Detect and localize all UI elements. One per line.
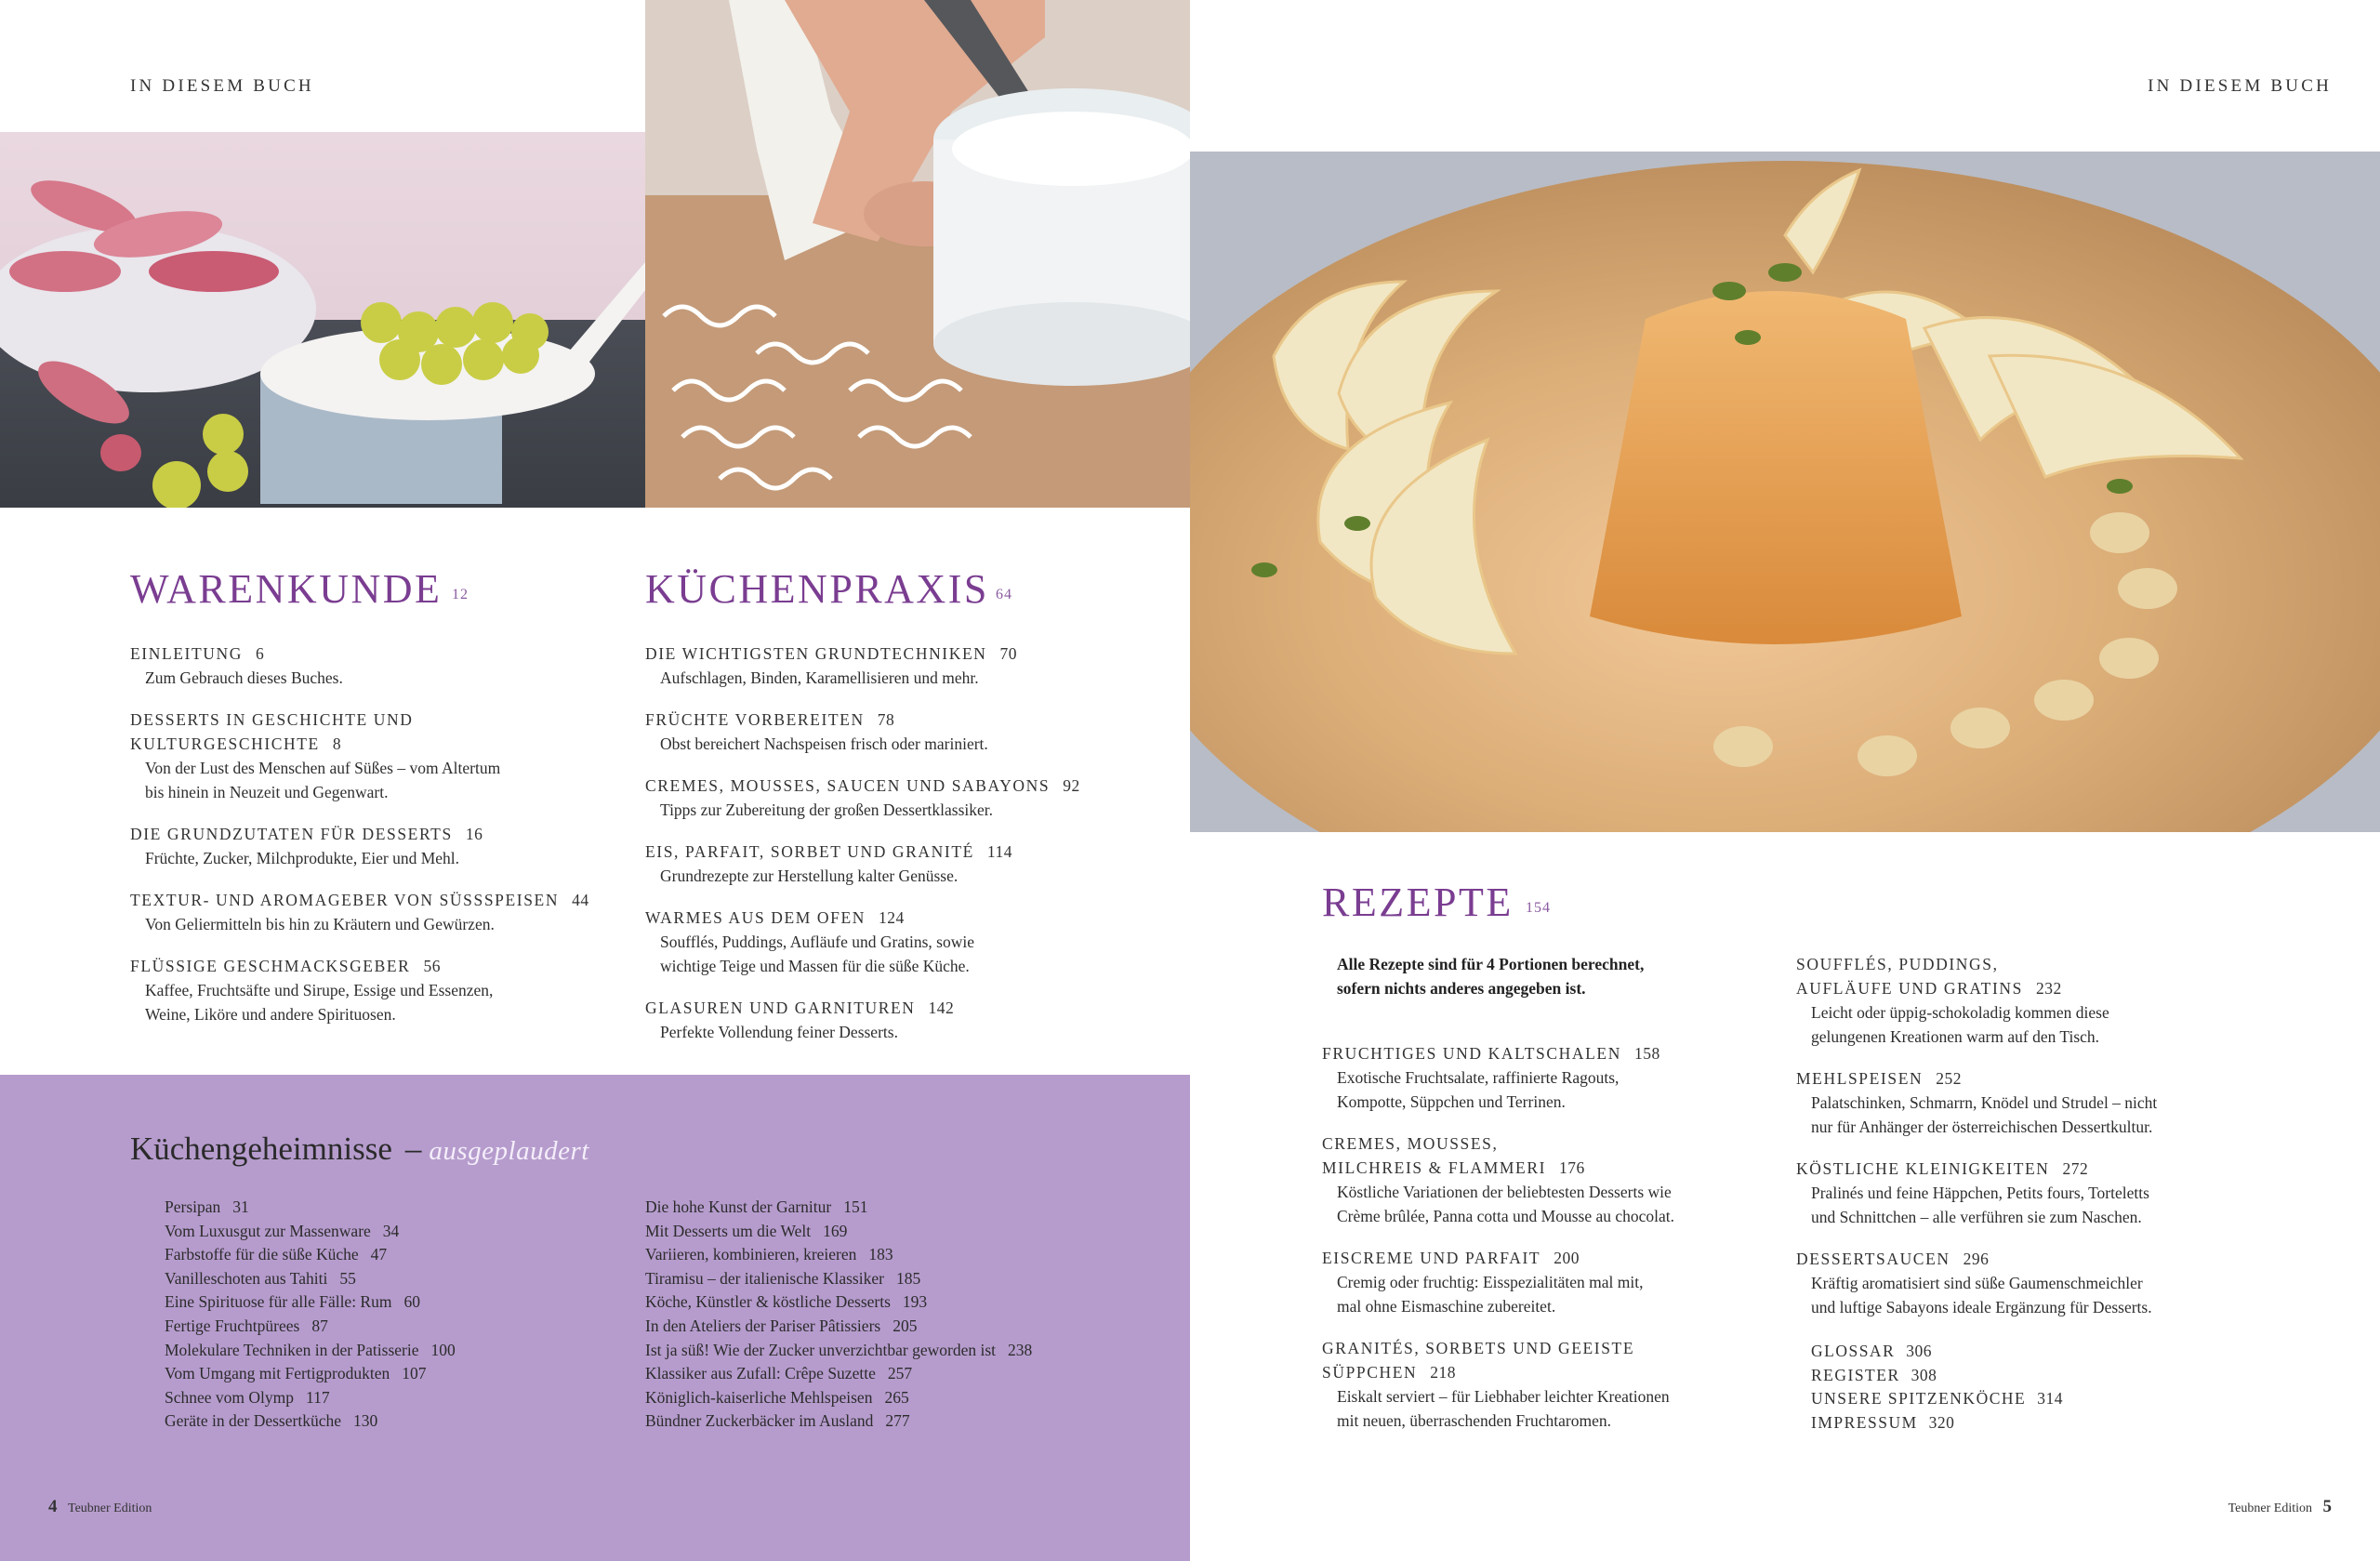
entry-description: Von der Lust des Menschen auf Süßes – vom Altertum bbox=[145, 759, 501, 777]
photo-dessert bbox=[1190, 152, 2380, 832]
secret-item-page: 193 bbox=[902, 1292, 928, 1312]
appendix-item-text: UNSERE SPITZENKÖCHE bbox=[1811, 1389, 2027, 1409]
entry-description: Exotische Fruchtsalate, raffinierte Ragouts, bbox=[1337, 1068, 1620, 1087]
secret-item-page: 130 bbox=[352, 1411, 378, 1431]
entry-heading-text: EISCREME UND PARFAIT bbox=[1322, 1249, 1541, 1267]
entry-description: nur für Anhänger der österreichischen Dessertkultur. bbox=[1811, 1118, 2153, 1136]
page-number-right: 5 bbox=[2322, 1497, 2332, 1516]
secret-item bbox=[645, 1267, 1032, 1291]
appendix-list bbox=[1811, 1340, 2063, 1435]
entry-heading bbox=[130, 822, 614, 846]
entry-heading bbox=[645, 642, 1166, 666]
secret-item bbox=[165, 1267, 456, 1291]
entry-heading bbox=[1322, 1131, 1768, 1180]
entry-description: wichtige Teige und Massen für die süße Küche. bbox=[660, 957, 970, 975]
entry-heading-text: DIE WICHTIGSTEN GRUNDTECHNIKEN bbox=[645, 644, 987, 663]
photo-fruits bbox=[0, 132, 645, 508]
secret-item-page: 87 bbox=[311, 1316, 328, 1335]
entry-description: Perfekte Vollendung feiner Desserts. bbox=[660, 1023, 898, 1041]
entry-page: 142 bbox=[928, 999, 955, 1017]
fruit-image bbox=[0, 132, 645, 508]
entry-description: mal ohne Eismaschine zubereitet. bbox=[1337, 1297, 1556, 1316]
section-title-warenkunde: WARENKUNDE bbox=[130, 566, 443, 612]
toc-entry bbox=[1796, 952, 2280, 1049]
entry-heading-text: FRUCHTIGES UND KALTSCHALEN bbox=[1322, 1044, 1621, 1063]
secret-item-page: 107 bbox=[402, 1364, 427, 1383]
secret-item bbox=[645, 1220, 1032, 1244]
secret-item-text: Molekulare Techniken in der Patisserie bbox=[165, 1340, 419, 1359]
entry-page: 218 bbox=[1430, 1363, 1457, 1382]
entry-heading-text: TEXTUR- UND AROMAGEBER VON SÜSSSPEISEN bbox=[130, 891, 560, 909]
secret-item bbox=[165, 1362, 456, 1386]
secret-item-page: 117 bbox=[306, 1387, 330, 1407]
footer-right: Teubner Edition 5 bbox=[2228, 1497, 2332, 1516]
secret-item bbox=[645, 1243, 1032, 1267]
secret-item-text: Tiramisu – der italienische Klassiker bbox=[645, 1268, 884, 1288]
entry-page: 272 bbox=[2062, 1159, 2089, 1178]
secrets-list-col2 bbox=[645, 1196, 1032, 1434]
toc-entry bbox=[1796, 1247, 2280, 1319]
toc-rezepte-left bbox=[1322, 952, 1768, 1450]
secret-item bbox=[165, 1386, 456, 1410]
entry-page: 56 bbox=[423, 957, 441, 975]
secret-item-page: 205 bbox=[892, 1316, 918, 1335]
toc-entry bbox=[130, 954, 614, 1026]
secret-item-page: 60 bbox=[403, 1292, 420, 1312]
entry-heading-text: DESSERTSAUCEN bbox=[1796, 1250, 1950, 1268]
entry-heading-text: CREMES, MOUSSES, SAUCEN UND SABAYONS bbox=[645, 776, 1051, 795]
toc-entry bbox=[130, 822, 614, 870]
secret-item-text: Bündner Zuckerbäcker im Ausland bbox=[645, 1411, 874, 1431]
entry-page: 8 bbox=[332, 734, 342, 753]
secret-item bbox=[165, 1196, 456, 1220]
secrets-title: Küchengeheimnisse – ausgeplaudert bbox=[130, 1131, 589, 1167]
secret-item bbox=[165, 1315, 456, 1339]
appendix-item-page: 320 bbox=[1928, 1412, 1955, 1432]
entry-page: 176 bbox=[1559, 1158, 1585, 1177]
entry-description: Kräftig aromatisiert sind süße Gaumenschmeichler bbox=[1811, 1274, 2143, 1292]
secret-item bbox=[165, 1243, 456, 1267]
toc-warenkunde bbox=[130, 642, 614, 1044]
appendix-item-page: 306 bbox=[1906, 1342, 1932, 1360]
running-head-left: IN DIESEM BUCH bbox=[130, 76, 314, 96]
secret-item-page: 169 bbox=[823, 1221, 848, 1240]
entry-heading bbox=[645, 840, 1166, 864]
entry-description: gelungenen Kreationen warm auf den Tisch. bbox=[1811, 1027, 2100, 1046]
secret-item-text: Klassiker aus Zufall: Crêpe Suzette bbox=[645, 1364, 876, 1383]
entry-description: Kompotte, Süppchen und Terrinen. bbox=[1337, 1092, 1566, 1111]
section-page-kuechenpraxis: 64 bbox=[996, 587, 1012, 602]
appendix-item bbox=[1811, 1387, 2063, 1411]
entry-description: Kaffee, Fruchtsäfte und Sirupe, Essige und Essenzen, bbox=[145, 981, 494, 999]
entry-page: 6 bbox=[255, 644, 265, 663]
secret-item-text: Vom Luxusgut zur Massenware bbox=[165, 1221, 371, 1240]
entry-page: 296 bbox=[1963, 1250, 1990, 1268]
entry-description: Pralinés und feine Häppchen, Petits fours, Torteletts bbox=[1811, 1184, 2149, 1202]
toc-kuechenpraxis bbox=[645, 642, 1166, 1062]
entry-heading bbox=[645, 906, 1166, 930]
entry-description: und luftige Sabayons ideale Ergänzung für Desserts. bbox=[1811, 1298, 2152, 1316]
running-head-right: IN DIESEM BUCH bbox=[2148, 76, 2332, 96]
entry-description: Soufflés, Puddings, Aufläufe und Gratins, sowie bbox=[660, 933, 974, 951]
toc-entry bbox=[1322, 1336, 1768, 1433]
entry-page: 16 bbox=[465, 825, 483, 843]
rezepte-left-entries bbox=[1322, 1041, 1768, 1433]
entry-description: Köstliche Variationen der beliebtesten Desserts wie bbox=[1337, 1183, 1672, 1201]
entry-page: 252 bbox=[1936, 1069, 1962, 1088]
appendix-item-text: IMPRESSUM bbox=[1811, 1412, 1918, 1432]
secret-item-page: 31 bbox=[232, 1197, 249, 1216]
entry-heading-text: FLÜSSIGE GESCHMACKSGEBER bbox=[130, 957, 411, 975]
entry-description: Weine, Liköre und andere Spirituosen. bbox=[145, 1005, 396, 1024]
entry-heading-text: GLASUREN UND GARNITUREN bbox=[645, 999, 916, 1017]
entry-description: Leicht oder üppig-schokoladig kommen diese bbox=[1811, 1003, 2109, 1022]
secret-item-page: 100 bbox=[430, 1340, 456, 1359]
toc-entry bbox=[130, 642, 614, 690]
entry-page: 232 bbox=[2035, 979, 2062, 998]
secret-item-page: 265 bbox=[884, 1387, 909, 1407]
secret-item-page: 183 bbox=[868, 1245, 893, 1264]
portion-note: Alle Rezepte sind für 4 Portionen berechnet, sofern nichts anderes angegeben ist. bbox=[1337, 955, 1645, 998]
secret-item-page: 47 bbox=[370, 1245, 388, 1264]
toc-entry bbox=[1322, 1131, 1768, 1228]
entry-description: Aufschlagen, Binden, Karamellisieren und mehr. bbox=[660, 668, 979, 687]
footer-left: 4 Teubner Edition bbox=[48, 1497, 152, 1516]
entry-heading-text-2: SÜPPCHEN bbox=[1322, 1363, 1418, 1382]
secrets-list-col1 bbox=[165, 1196, 456, 1434]
toc-entry bbox=[1796, 1157, 2280, 1229]
secret-item-page: 277 bbox=[885, 1411, 910, 1431]
appendix-item bbox=[1811, 1364, 2063, 1388]
secret-item-text: Schnee vom Olymp bbox=[165, 1387, 295, 1407]
entry-heading-text: DIE GRUNDZUTATEN FÜR DESSERTS bbox=[130, 825, 453, 843]
secret-item bbox=[645, 1339, 1032, 1363]
toc-entry bbox=[1322, 1246, 1768, 1318]
entry-heading-text: EIS, PARFAIT, SORBET UND GRANITÉ bbox=[645, 842, 974, 861]
entry-description: Grundrezepte zur Herstellung kalter Genüsse. bbox=[660, 866, 959, 885]
appendix-item-text: REGISTER bbox=[1811, 1365, 1900, 1384]
toc-entry bbox=[1322, 1041, 1768, 1114]
entry-page: 124 bbox=[879, 908, 905, 927]
entry-page: 158 bbox=[1633, 1044, 1660, 1063]
secret-item-text: In den Ateliers der Pariser Pâtissiers bbox=[645, 1316, 881, 1335]
entry-description: Tipps zur Zubereitung der großen Dessertklassiker. bbox=[660, 800, 994, 819]
toc-entry bbox=[645, 642, 1166, 690]
entry-heading bbox=[130, 642, 614, 666]
secret-item-page: 238 bbox=[1008, 1340, 1033, 1359]
secret-item-text: Köche, Künstler & köstliche Desserts bbox=[645, 1292, 891, 1312]
secret-item-page: 185 bbox=[895, 1268, 921, 1288]
entry-description: Früchte, Zucker, Milchprodukte, Eier und Mehl. bbox=[145, 849, 460, 867]
secret-item-page: 55 bbox=[339, 1268, 356, 1288]
entry-heading bbox=[645, 708, 1166, 732]
entry-heading bbox=[1796, 1066, 2280, 1091]
dessert-image bbox=[1190, 152, 2380, 832]
secret-item bbox=[165, 1290, 456, 1315]
entry-description: Crème brûlée, Panna cotta und Mousse au chocolat. bbox=[1337, 1207, 1675, 1225]
piping-image bbox=[645, 0, 1190, 508]
entry-heading bbox=[645, 774, 1166, 798]
secret-item bbox=[645, 1362, 1032, 1386]
entry-heading-text: FRÜCHTE VORBEREITEN bbox=[645, 710, 865, 729]
toc-rezepte-right bbox=[1796, 952, 2280, 1337]
entry-heading-text: MEHLSPEISEN bbox=[1796, 1069, 1924, 1088]
toc-entry bbox=[645, 906, 1166, 978]
entry-page: 78 bbox=[877, 710, 895, 729]
entry-description: Cremig oder fruchtig: Eisspezialitäten mal mit, bbox=[1337, 1273, 1644, 1291]
secret-item-text: Persipan bbox=[165, 1197, 221, 1216]
section-title-rezepte: REZEPTE bbox=[1322, 880, 1514, 925]
appendix-item bbox=[1811, 1340, 2063, 1364]
secret-item bbox=[645, 1386, 1032, 1410]
entry-heading bbox=[130, 888, 614, 912]
entry-heading bbox=[130, 708, 614, 756]
toc-entry bbox=[645, 774, 1166, 822]
entry-description: und Schnittchen – alle verführen sie zum Naschen. bbox=[1811, 1208, 2142, 1226]
entry-heading bbox=[1322, 1041, 1768, 1065]
entry-heading-text: GRANITÉS, SORBETS UND GEEISTE bbox=[1322, 1339, 1635, 1357]
entry-page: 114 bbox=[986, 842, 1013, 861]
section-title-kuechenpraxis: KÜCHENPRAXIS bbox=[645, 566, 989, 612]
appendix-item-text: GLOSSAR bbox=[1811, 1342, 1896, 1360]
secret-item-text: Königlich-kaiserliche Mehlspeisen bbox=[645, 1387, 873, 1407]
entry-page: 200 bbox=[1554, 1249, 1580, 1267]
entry-description: mit neuen, überraschenden Fruchtaromen. bbox=[1337, 1411, 1611, 1430]
entry-description: Eiskalt serviert – für Liebhaber leichter Kreationen bbox=[1337, 1387, 1670, 1406]
secrets-subtitle: ausgeplaudert bbox=[429, 1136, 589, 1166]
secret-item bbox=[645, 1290, 1032, 1315]
appendix-item bbox=[1811, 1411, 2063, 1435]
secret-item-text: Variieren, kombinieren, kreieren bbox=[645, 1245, 857, 1264]
secret-item bbox=[165, 1409, 456, 1434]
secret-item-text: Mit Desserts um die Welt bbox=[645, 1221, 812, 1240]
section-page-rezepte: 154 bbox=[1526, 900, 1551, 916]
secret-item-text: Eine Spirituose für alle Fälle: Rum bbox=[165, 1292, 392, 1312]
entry-description: Von Geliermitteln bis hin zu Kräutern und Gewürzen. bbox=[145, 915, 495, 933]
section-page-warenkunde: 12 bbox=[452, 587, 469, 602]
secret-item bbox=[645, 1315, 1032, 1339]
secret-item bbox=[165, 1220, 456, 1244]
entry-description: Zum Gebrauch dieses Buches. bbox=[145, 668, 343, 687]
secret-item-page: 257 bbox=[887, 1364, 913, 1383]
entry-heading-text: KÖSTLICHE KLEINIGKEITEN bbox=[1796, 1159, 2050, 1178]
secret-item-text: Vanilleschoten aus Tahiti bbox=[165, 1268, 328, 1288]
entry-heading bbox=[130, 954, 614, 978]
secret-item bbox=[645, 1196, 1032, 1220]
entry-heading-text-2: MILCHREIS & FLAMMERI bbox=[1322, 1158, 1547, 1177]
entry-heading-text: DESSERTS IN GESCHICHTE UND bbox=[130, 710, 414, 729]
toc-entry bbox=[645, 708, 1166, 756]
secret-item bbox=[645, 1409, 1032, 1434]
page-number-left: 4 bbox=[48, 1497, 58, 1516]
entry-heading-text: WARMES AUS DEM OFEN bbox=[645, 908, 866, 927]
entry-description: Obst bereichert Nachspeisen frisch oder mariniert. bbox=[660, 734, 988, 753]
entry-page: 70 bbox=[999, 644, 1017, 663]
entry-heading bbox=[1322, 1336, 1768, 1384]
secret-item-text: Fertige Fruchtpürees bbox=[165, 1316, 300, 1335]
secret-item-page: 34 bbox=[382, 1221, 400, 1240]
entry-heading bbox=[1796, 952, 2280, 1000]
entry-heading-text: EINLEITUNG bbox=[130, 644, 243, 663]
photo-piping bbox=[645, 0, 1190, 508]
entry-description: bis hinein in Neuzeit und Gegenwart. bbox=[145, 783, 389, 801]
entry-heading bbox=[1322, 1246, 1768, 1270]
entry-heading-text: CREMES, MOUSSES, bbox=[1322, 1134, 1499, 1153]
entry-heading-text-2: AUFLÄUFE UND GRATINS bbox=[1796, 979, 2023, 998]
toc-entry bbox=[1796, 1066, 2280, 1139]
secret-item-text: Ist ja süß! Wie der Zucker unverzichtbar geworden ist bbox=[645, 1340, 997, 1359]
toc-entry bbox=[645, 840, 1166, 888]
entry-heading-text-2: KULTURGESCHICHTE bbox=[130, 734, 320, 753]
appendix-item-page: 314 bbox=[2037, 1389, 2063, 1409]
toc-entry bbox=[130, 888, 614, 936]
secret-item-page: 151 bbox=[843, 1197, 868, 1216]
entry-heading bbox=[1796, 1157, 2280, 1181]
entry-page: 92 bbox=[1063, 776, 1080, 795]
secret-item bbox=[165, 1339, 456, 1363]
secret-item-text: Die hohe Kunst der Garnitur bbox=[645, 1197, 832, 1216]
toc-entry bbox=[645, 996, 1166, 1044]
entry-heading bbox=[645, 996, 1166, 1020]
entry-page: 44 bbox=[572, 891, 589, 909]
appendix-item-page: 308 bbox=[1911, 1365, 1937, 1384]
entry-heading-text: SOUFFLÉS, PUDDINGS, bbox=[1796, 955, 1999, 973]
secret-item-text: Vom Umgang mit Fertigprodukten bbox=[165, 1364, 390, 1383]
secret-item-text: Farbstoffe für die süße Küche bbox=[165, 1245, 359, 1264]
secret-item-text: Geräte in der Dessertküche bbox=[165, 1411, 341, 1431]
entry-description: Palatschinken, Schmarrn, Knödel und Strudel – nicht bbox=[1811, 1093, 2158, 1112]
toc-entry bbox=[130, 708, 614, 804]
entry-heading bbox=[1796, 1247, 2280, 1271]
